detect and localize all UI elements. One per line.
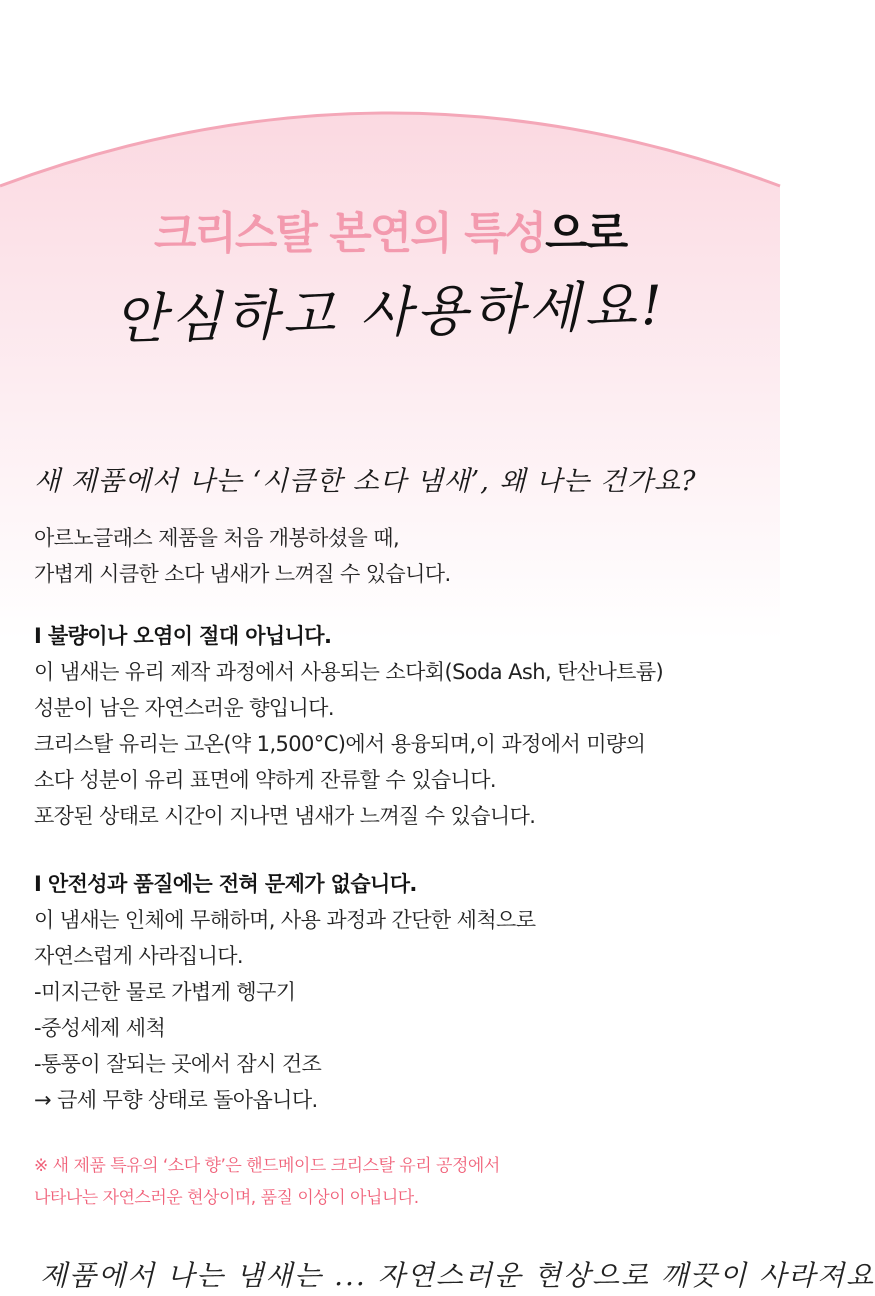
section-heading: I 안전성과 품질에는 전혀 문제가 없습니다. <box>34 872 417 896</box>
section-line: 이 냄새는 유리 제작 과정에서 사용되는 소다회(Soda Ash, 탄산나트륨) <box>34 660 664 684</box>
footnote-line: ※ 새 제품 특유의 ‘소다 향’은 핸드메이드 크리스탈 유리 공정에서 <box>34 1156 500 1176</box>
headline <box>0 206 780 262</box>
handwritten-question: 새 제품에서 나는 ‘시큼한 소다 냄새’, 왜 나는 건가요? <box>34 466 697 497</box>
handwritten-bottom-line: 제품에서 나는 냄새는 ... 자연스러운 현상으로 깨끗이 사라져요 <box>40 1259 875 1292</box>
section-line: 성분이 남은 자연스러운 향입니다. <box>34 696 334 720</box>
headline-pink-text: 크리스탈 본연의 특성 <box>153 208 546 259</box>
section-line: 소다 성분이 유리 표면에 약하게 잔류할 수 있습니다. <box>34 768 497 792</box>
handwritten-title: 안심하고 사용하세요! <box>113 273 667 352</box>
section-safety <box>34 866 754 1118</box>
headline-dark-text: 으로 <box>545 208 627 259</box>
intro-paragraph <box>34 520 754 592</box>
intro-line: 아르노글래스 제품을 처음 개봉하셨을 때, <box>34 526 400 550</box>
section-line: 이 냄새는 인체에 무해하며, 사용 과정과 간단한 세척으로 <box>34 908 536 932</box>
footnote <box>34 1150 754 1214</box>
footnote-line: 나타나는 자연스러운 현상이며, 품질 이상이 아닙니다. <box>34 1188 419 1208</box>
section-heading: I 불량이나 오염이 절대 아닙니다. <box>34 624 332 648</box>
intro-line: 가볍게 시큼한 소다 냄새가 느껴질 수 있습니다. <box>34 562 451 586</box>
section-line: → 금세 무향 상태로 돌아옵니다. <box>34 1088 318 1112</box>
section-line: -미지근한 물로 가볍게 헹구기 <box>34 980 296 1004</box>
section-line: 크리스탈 유리는 고온(약 1,500°C)에서 용융되며,이 과정에서 미량의 <box>34 732 646 756</box>
section-not-defect <box>34 618 754 834</box>
section-line: -통풍이 잘되는 곳에서 잠시 건조 <box>34 1052 322 1076</box>
section-line: 자연스럽게 사라집니다. <box>34 944 244 968</box>
section-line: 포장된 상태로 시간이 지나면 냄새가 느껴질 수 있습니다. <box>34 804 536 828</box>
section-line: -중성세제 세척 <box>34 1016 166 1040</box>
